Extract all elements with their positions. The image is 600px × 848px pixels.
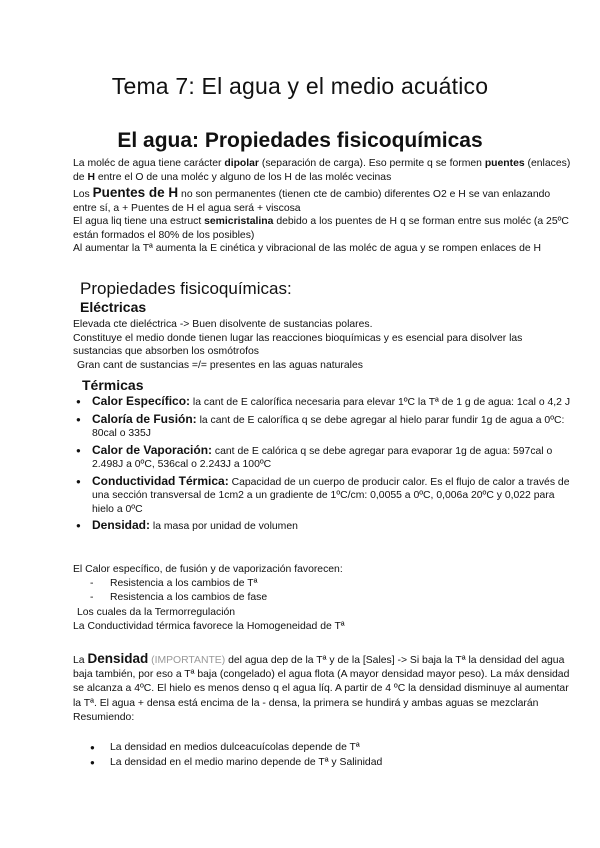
list-item xyxy=(73,519,573,534)
list-item xyxy=(73,444,573,472)
termicas-heading: Térmicas xyxy=(82,377,144,393)
text: entre el O de una moléc y alguno de los H de las moléc vecinas xyxy=(94,171,392,183)
list-item: - Resistencia a los cambios de Tª xyxy=(90,577,570,591)
important-note: (IMPORTANTE) xyxy=(148,655,226,666)
text: la masa por unidad de volumen xyxy=(150,521,298,532)
electricas-line: Elevada cte dieléctrica -> Buen disolvente de sustancias polares. xyxy=(73,319,373,330)
densidad-block xyxy=(73,652,573,725)
resumiendo-label: Resumiendo: xyxy=(73,711,135,723)
bold-text: semicristalina xyxy=(204,216,274,227)
resumiendo-list xyxy=(90,740,570,770)
intro-block xyxy=(73,157,573,256)
favorecen-list xyxy=(90,577,570,604)
bold-text: puentes xyxy=(484,158,525,169)
list-item xyxy=(73,475,573,517)
section-title: El agua: Propiedades fisicoquímicas xyxy=(117,129,483,152)
electricas-heading: Eléctricas xyxy=(80,299,147,315)
densidad-paragraph xyxy=(73,652,573,711)
text: Los xyxy=(73,189,93,200)
text: La xyxy=(73,655,88,666)
intro-paragraph-4: Al aumentar la Tª aumenta la E cinética y vibracional de las moléc de agua y se rompen enlaces de H xyxy=(73,243,542,254)
properties-heading: Propiedades fisicoquímicas: xyxy=(80,279,292,298)
bold-text: Densidad xyxy=(87,651,149,666)
bold-text: Puentes de H xyxy=(92,185,179,200)
text: La moléc de agua tiene carácter xyxy=(73,158,225,169)
text: cant de E calórica q se debe agregar para evaporar 1g de agua: 597cal o 2.498J a 0ºC, 536cal o 2.243J a 100ºC xyxy=(92,445,553,470)
intro-paragraph-3 xyxy=(73,215,573,242)
text: del agua dep de la Tª y de la [Sales] -> Si baja la Tª la densidad del agua baja también, por eso a Tª baja (congelado) el agua flota (A mayor densidad mayor peso). La máx densidad se alcanza a 4ºC. El hielo es menos denso q el agua líq. A partir de 4 ºC la densidad disminuye al aumentar la Tª. El agua + densa está encima de la - densa, la primera se hundirá y ambas aguas se mezclarán xyxy=(73,655,570,709)
favorecen-line: Los cuales da la Termorregulación xyxy=(77,607,236,618)
electricas-line: Gran cant de sustancias =/= presentes en las aguas naturales xyxy=(77,359,363,371)
text: Capacidad de un cuerpo de producir calor. Es el flujo de calor a través de una sección transversal de 1cm2 a un gradiente de 1ºC/cm: 0,0055 a 0ºC, 0,006a 20ºC y 0,022 para hielo a 0ºC xyxy=(92,476,570,515)
text: la cant de E calorífica necesaria para elevar 1ºC la Tª de 1 g de agua: 1cal o 4,2 J xyxy=(190,397,571,408)
intro-paragraph-1 xyxy=(73,157,573,184)
intro-paragraph-2 xyxy=(73,186,573,215)
bold-text: dipolar xyxy=(224,158,259,169)
list-item: ● La densidad en el medio marino depende de Tª y Salinidad xyxy=(90,755,570,770)
term: Calor Específico: xyxy=(92,394,191,408)
text: (enlaces) de xyxy=(73,158,571,183)
list-item xyxy=(73,395,573,410)
text: El agua liq tiene una estruct xyxy=(73,216,205,227)
favorecen-conclusion xyxy=(73,606,573,633)
text: la cant de E calorífica q se debe agregar al hielo parar fundir 1g de agua a 0ºC: 80cal o 335J xyxy=(92,414,565,439)
text: no son permanentes (tienen cte de cambio) diferentes O2 e H se van enlazando entre sí, a + Puentes de H el agua será + viscosa xyxy=(73,189,551,214)
text: (separación de carga). Eso permite q se formen xyxy=(258,158,485,169)
favorecen-intro: El Calor específico, de fusión y de vaporización favorecen: xyxy=(73,564,343,575)
term: Calor de Vaporación: xyxy=(92,442,213,457)
termicas-list xyxy=(73,395,573,537)
term: Caloría de Fusión: xyxy=(92,411,197,426)
bold-text: H xyxy=(87,171,95,183)
list-item: ● La densidad en medios dulceacuícolas depende de Tª xyxy=(90,740,570,755)
electricas-block xyxy=(73,318,573,372)
document-title: Tema 7: El agua y el medio acuático xyxy=(111,73,489,99)
favorecen-line: La Conductividad térmica favorece la Homogeneidad de Tª xyxy=(73,620,345,632)
list-item: - Resistencia a los cambios de fase xyxy=(90,591,570,605)
term: Conductividad Térmica: xyxy=(92,473,229,488)
text: debido a los puentes de H q se forman entre sus moléc (a 25ºC están formados el 80% de los posibles) xyxy=(73,216,569,241)
electricas-line: Constituye el medio donde tienen lugar las reacciones bioquímicas y es esencial para disolver las sustancias que absorben los osmótrofos xyxy=(73,332,523,357)
term: Densidad: xyxy=(92,518,151,532)
list-item xyxy=(73,413,573,441)
